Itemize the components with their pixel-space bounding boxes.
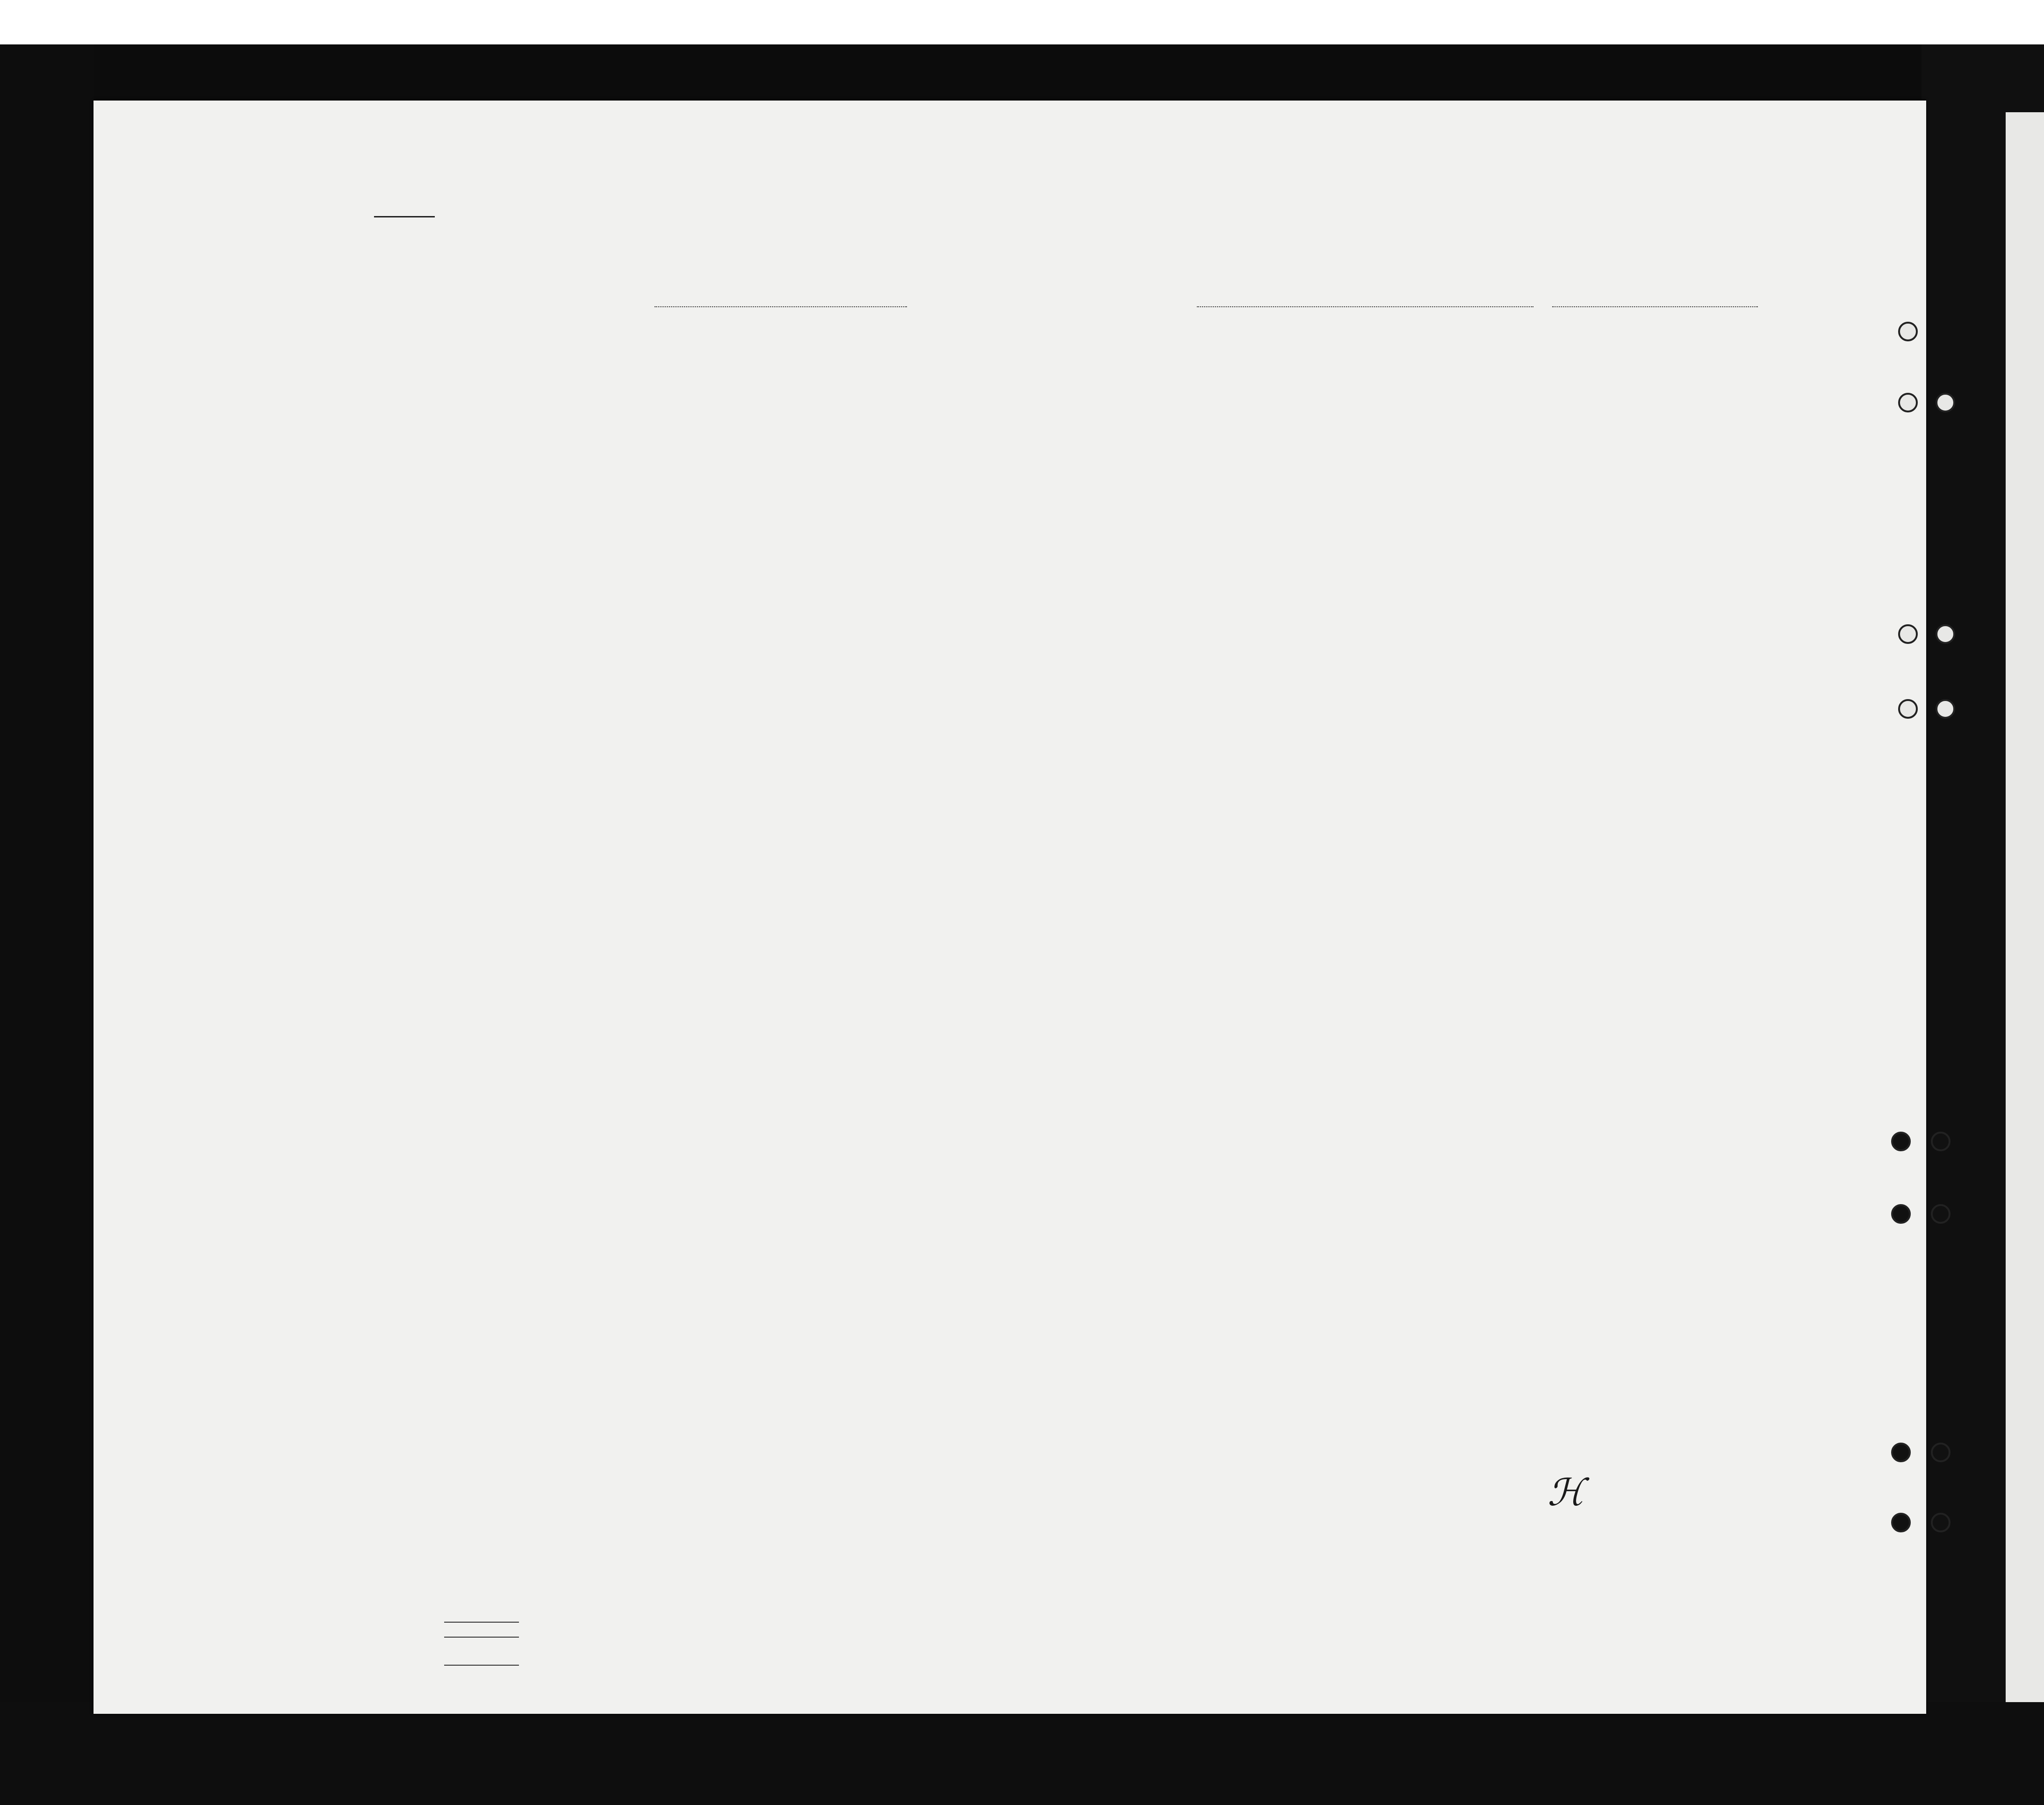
- ship-name-line: [655, 306, 907, 307]
- aliens-line: [444, 1665, 519, 1666]
- purser-signature: ℋ: [1547, 1471, 1585, 1514]
- binder-hole: [1891, 1513, 1911, 1532]
- binder-hole: [1898, 624, 1918, 644]
- binder-hole: [1936, 393, 1955, 412]
- binder-hole: [1891, 1204, 1911, 1224]
- port-line: [1197, 306, 1533, 307]
- binder-hole: [1936, 699, 1955, 719]
- binder-hole: [1931, 1204, 1950, 1224]
- binder-hole: [1931, 1132, 1950, 1151]
- binder-hole: [1931, 1443, 1950, 1462]
- binder-hole: [1898, 322, 1918, 341]
- total-line: [444, 1622, 519, 1623]
- binder-hole: [1931, 1513, 1950, 1532]
- list-underline: [374, 216, 435, 217]
- binder-hole: [1898, 393, 1918, 412]
- binder-hole: [1891, 1443, 1911, 1462]
- binder-hole: [1936, 624, 1955, 644]
- binder-hole: [1891, 1132, 1911, 1151]
- date-line: [1552, 306, 1758, 307]
- binder-hole: [1898, 699, 1918, 719]
- citizens-line: [444, 1637, 519, 1638]
